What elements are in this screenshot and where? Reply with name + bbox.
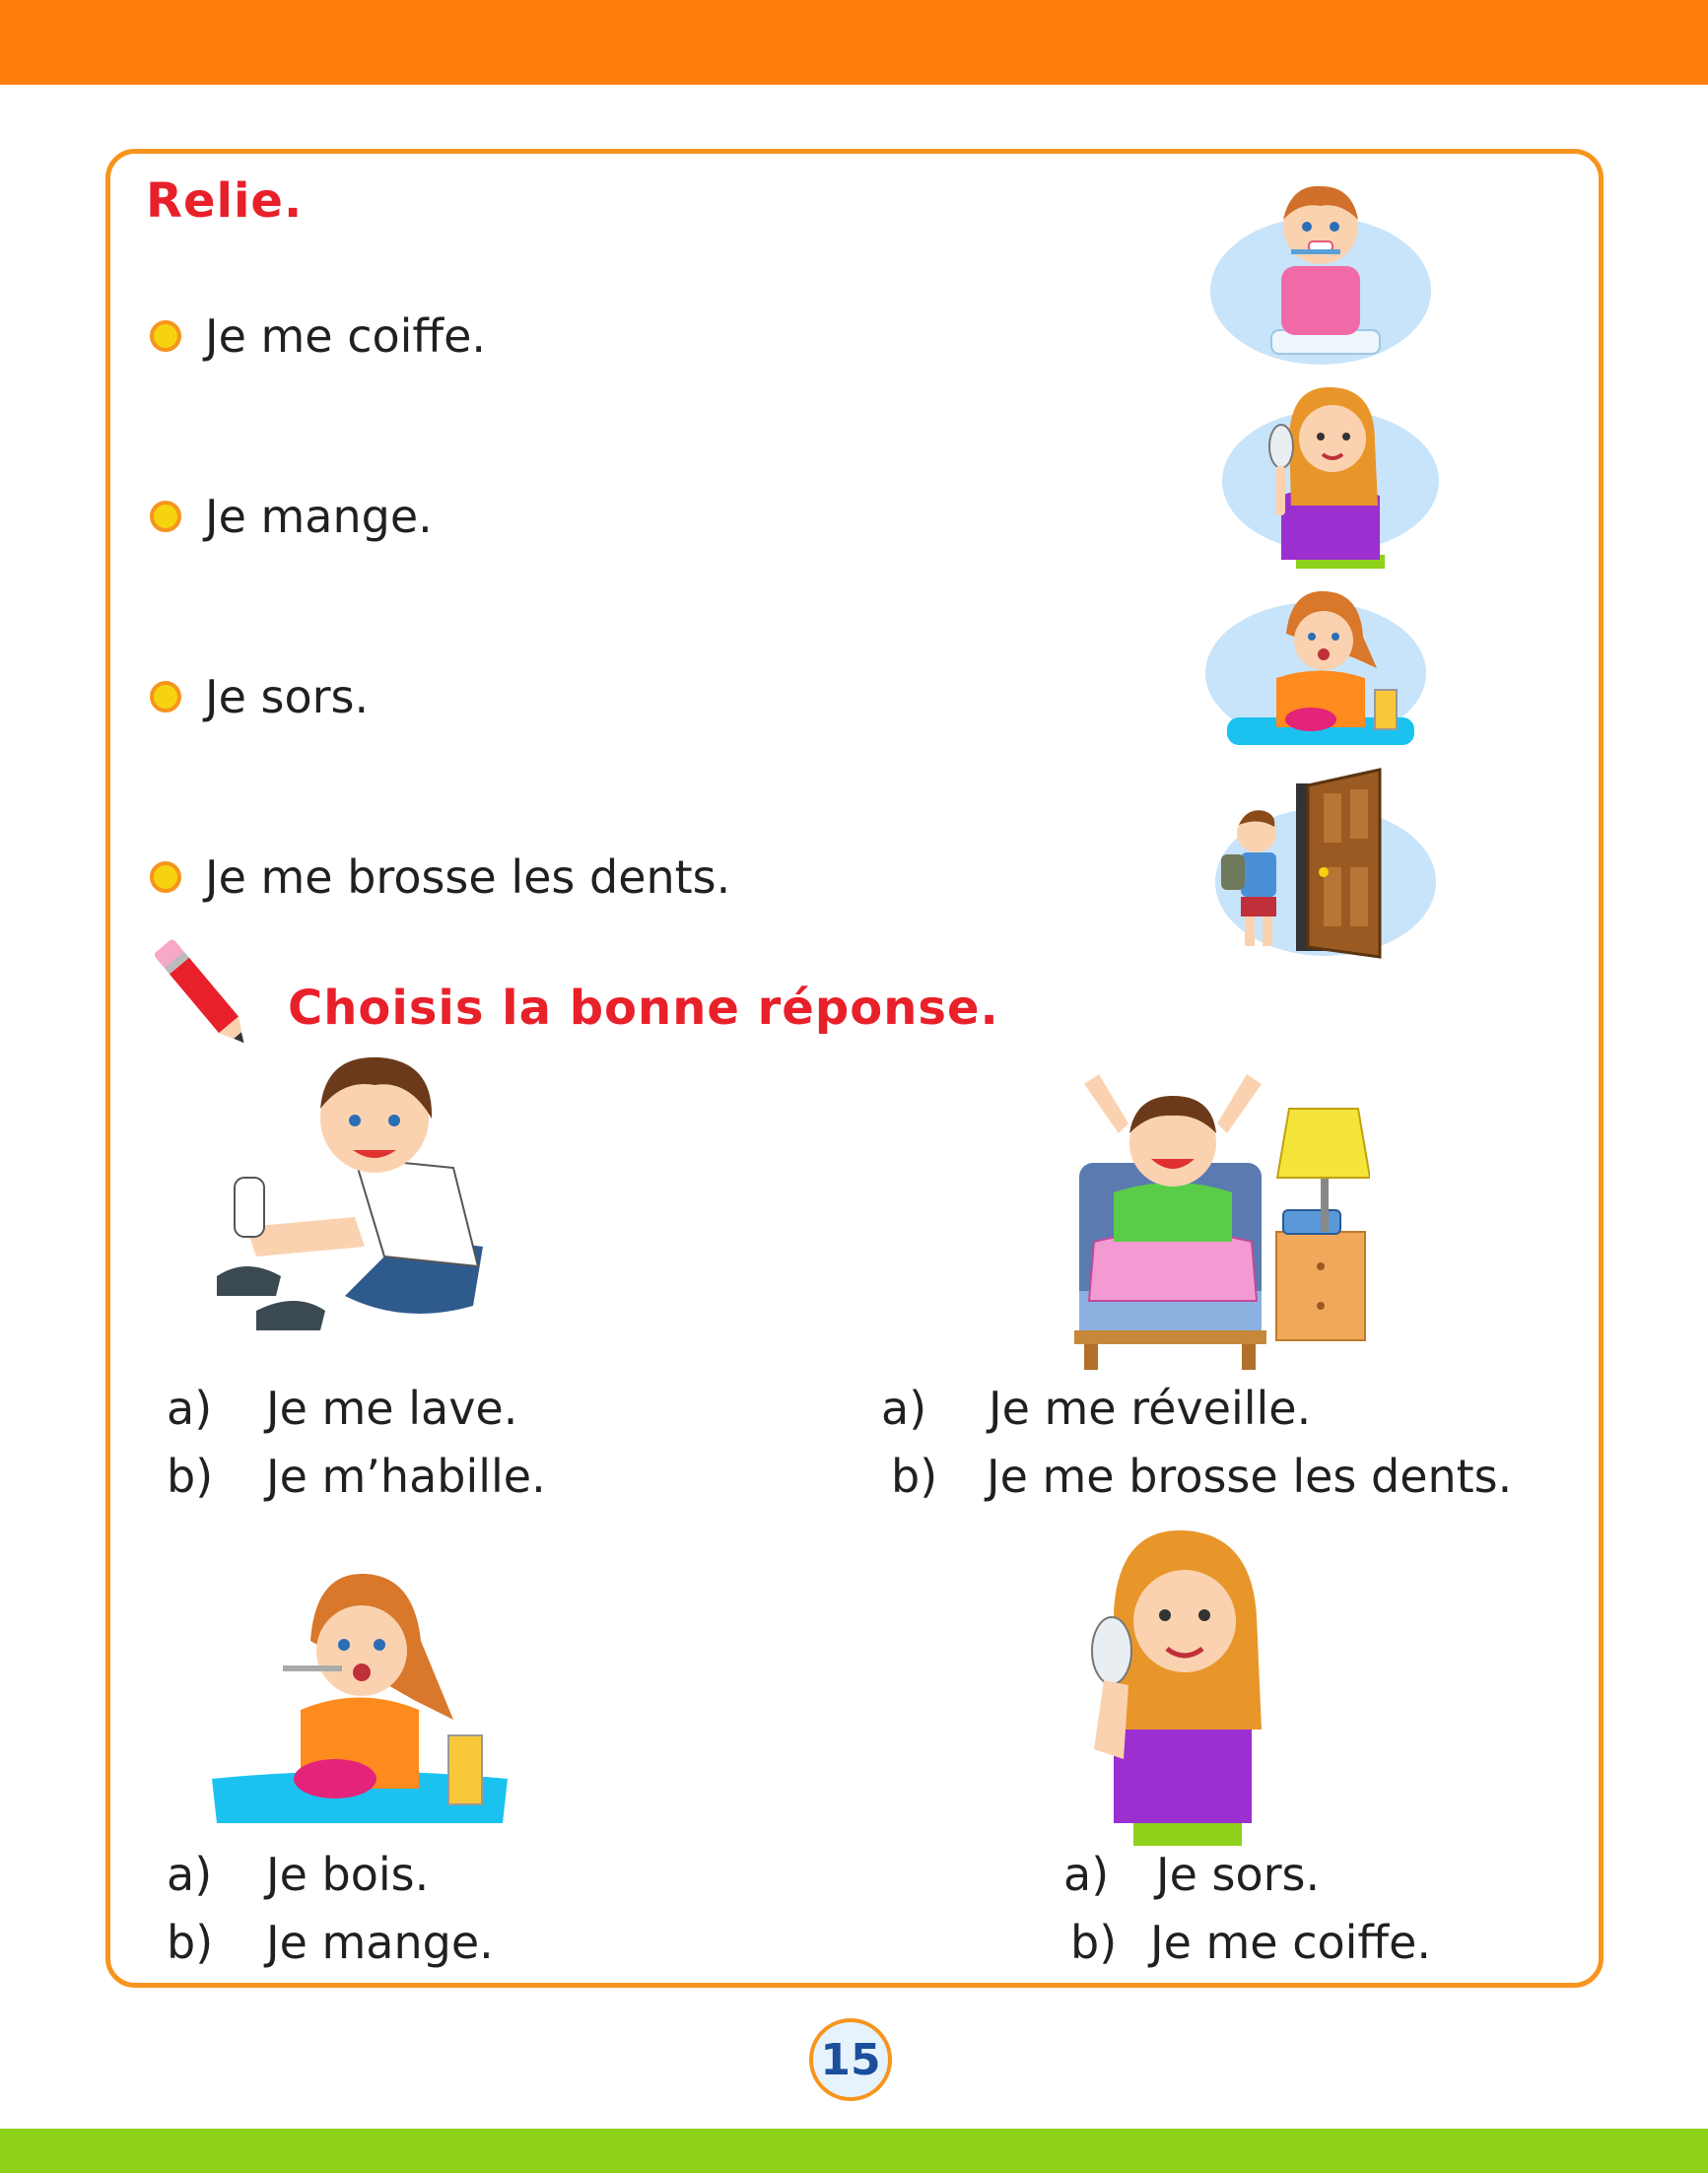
girl-eating-picture[interactable] <box>212 1562 508 1828</box>
match-item[interactable] <box>150 850 730 904</box>
match-item-text: Je mange. <box>205 490 433 543</box>
section2-title: Choisis la bonne réponse. <box>288 981 999 1036</box>
option-letter: b) <box>167 1916 214 1969</box>
option-text: Je bois. <box>266 1848 430 1901</box>
answer-option[interactable] <box>167 1848 429 1901</box>
boy-going-out-door-picture[interactable] <box>1197 764 1439 971</box>
girl-combing-hair-picture[interactable] <box>1212 377 1439 570</box>
match-item[interactable] <box>150 670 369 723</box>
boy-brushing-teeth-picture[interactable] <box>1202 172 1434 370</box>
answer-option[interactable] <box>167 1382 517 1435</box>
option-letter: a) <box>1063 1848 1110 1901</box>
option-text: Je me réveille. <box>989 1382 1312 1435</box>
match-item-text: Je me coiffe. <box>205 309 487 363</box>
answer-option[interactable] <box>881 1382 1311 1435</box>
option-letter: a) <box>167 1382 213 1435</box>
option-letter: a) <box>881 1382 927 1435</box>
bullet-dot-icon <box>150 681 181 713</box>
option-letter: b) <box>1070 1916 1118 1969</box>
bottom-color-bar <box>0 2129 1708 2173</box>
page-number: 15 <box>809 2018 892 2101</box>
answer-option[interactable] <box>1070 1916 1431 1969</box>
bullet-dot-icon <box>150 861 181 893</box>
bullet-dot-icon <box>150 501 181 532</box>
girl-combing-hair-picture[interactable] <box>1074 1523 1291 1848</box>
option-text: Je me coiffe. <box>1150 1916 1432 1969</box>
answer-option[interactable] <box>891 1450 1512 1503</box>
option-letter: b) <box>167 1450 214 1503</box>
section1-title: Relie. <box>146 173 304 229</box>
top-color-bar <box>0 0 1708 85</box>
match-item[interactable] <box>150 490 433 543</box>
match-item-text: Je sors. <box>205 670 370 723</box>
pencil-icon <box>150 931 258 1059</box>
option-text: Je me lave. <box>266 1382 518 1435</box>
option-text: Je me brosse les dents. <box>987 1450 1513 1503</box>
answer-option[interactable] <box>1063 1848 1320 1901</box>
option-text: Je sors. <box>1156 1848 1321 1901</box>
answer-option[interactable] <box>167 1450 546 1503</box>
match-item-text: Je me brosse les dents. <box>205 850 731 904</box>
option-letter: a) <box>167 1848 213 1901</box>
option-text: Je mange. <box>266 1916 494 1969</box>
option-text: Je m’habille. <box>266 1450 546 1503</box>
match-item[interactable] <box>150 309 486 363</box>
girl-eating-picture[interactable] <box>1197 579 1434 757</box>
answer-option[interactable] <box>167 1916 494 1969</box>
boy-waking-up-picture[interactable] <box>1074 1064 1370 1375</box>
bullet-dot-icon <box>150 320 181 352</box>
boy-putting-on-socks-picture[interactable] <box>207 1050 488 1345</box>
option-letter: b) <box>891 1450 938 1503</box>
